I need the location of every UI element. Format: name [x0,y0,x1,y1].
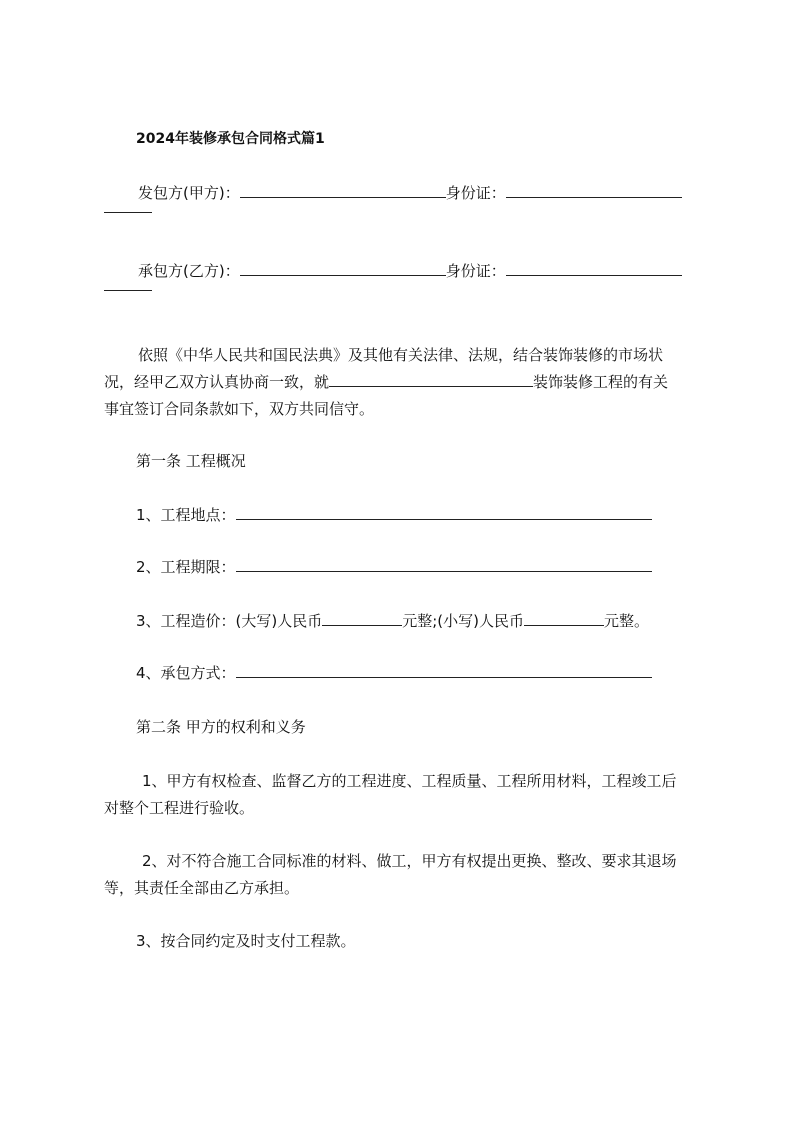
item-contract-method-label: 4、承包方式： [136,664,236,682]
party-a-id-blank[interactable] [506,183,682,198]
party-b-id-label: 身份证： [445,262,506,280]
item-location [136,502,740,529]
party-a-id-label: 身份证： [445,184,506,202]
item-contract-method [136,660,740,687]
party-a-id-blank-continued[interactable] [104,211,152,213]
intro-line-2-pre: 况，经甲乙双方认真协商一致，就 [104,373,330,391]
intro-line-2-post: 装饰装修工程的有关 [533,373,669,391]
project-name-blank[interactable] [329,372,533,387]
cost-upper-blank[interactable] [322,611,402,626]
article-2-p1-line-2: 对整个工程进行验收。 [104,799,255,817]
article-2-p2-line-1: 2、对不符合施工合同标准的材料、做工，甲方有权提出更换、整改、要求其退场 [142,852,677,870]
article-2-paragraph-3: 3、按合同约定及时支付工程款。 [136,932,356,950]
item-duration-label: 2、工程期限： [136,558,236,576]
item-location-label: 1、工程地点： [136,506,236,524]
item-cost-mid: 元整;(小写)人民币 [402,612,525,630]
party-a-label: 发包方(甲方)： [138,184,240,202]
article-1-heading: 第一条 工程概况 [136,452,246,470]
item-cost-label: 3、工程造价：(大写)人民币 [136,612,323,630]
location-blank[interactable] [236,505,652,520]
contract-method-blank[interactable] [236,663,652,678]
party-b-id-blank-continued[interactable] [104,289,152,291]
party-b-label: 承包方(乙方)： [138,262,240,280]
party-a-name-blank[interactable] [240,183,446,198]
article-2-p2-line-2: 等，其责任全部由乙方承担。 [104,879,300,897]
party-b-id-blank[interactable] [506,261,682,276]
article-2-p1-line-1: 1、甲方有权检查、监督乙方的工程进度、工程质量、工程所用材料，工程竣工后 [142,772,677,790]
item-duration [136,554,740,581]
party-b-name-blank[interactable] [240,261,446,276]
cost-lower-blank[interactable] [524,611,604,626]
item-cost [136,608,740,635]
party-b-line [104,258,708,291]
article-2-heading: 第二条 甲方的权利和义务 [136,718,306,736]
item-cost-end: 元整。 [604,612,650,630]
intro-line-1: 依照《中华人民共和国民法典》及其他有关法律、法规，结合装饰装修的市场状 [138,346,664,364]
duration-blank[interactable] [236,557,652,572]
document-title: 2024年装修承包合同格式篇1 [136,131,325,147]
article-2-paragraph-1 [104,768,708,822]
party-a-line [104,180,708,213]
intro-line-3: 事宜签订合同条款如下，双方共同信守。 [104,400,375,418]
intro-paragraph [104,342,708,423]
article-2-paragraph-2 [104,848,708,902]
